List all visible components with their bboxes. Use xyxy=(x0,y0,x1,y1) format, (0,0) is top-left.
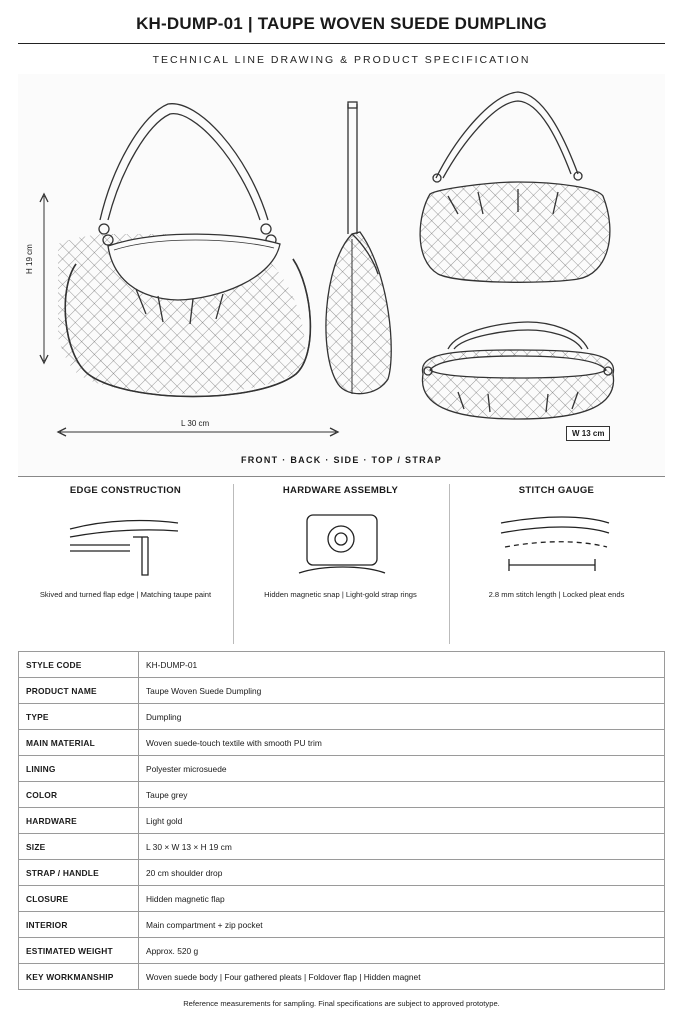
spec-row xyxy=(19,938,665,964)
spec-key: KEY WORKMANSHIP xyxy=(19,964,139,990)
spec-value: 20 cm shoulder drop xyxy=(139,860,665,886)
spec-row xyxy=(19,652,665,678)
spec-key: INTERIOR xyxy=(19,912,139,938)
spec-row xyxy=(19,860,665,886)
spec-value: Polyester microsuede xyxy=(139,756,665,782)
spec-key: PRODUCT NAME xyxy=(19,678,139,704)
front-view xyxy=(40,104,338,436)
technical-drawing xyxy=(18,74,665,476)
spec-key: STRAP / HANDLE xyxy=(19,860,139,886)
spec-row xyxy=(19,964,665,990)
spec-row xyxy=(19,678,665,704)
spec-value: Dumpling xyxy=(139,704,665,730)
detail-stitch-gauge xyxy=(449,481,664,644)
spec-value: Woven suede-touch textile with smooth PU trim xyxy=(139,730,665,756)
page-title: KH-DUMP-01 | TAUPE WOVEN SUEDE DUMPLING xyxy=(136,14,547,33)
footer-note: Reference measurements for sampling. Final specifications are subject to approved prototype. xyxy=(183,999,500,1008)
spec-value: Light gold xyxy=(139,808,665,834)
spec-value: Main compartment + zip pocket xyxy=(139,912,665,938)
spec-key: SIZE xyxy=(19,834,139,860)
spec-key: CLOSURE xyxy=(19,886,139,912)
spec-value: Taupe Woven Suede Dumpling xyxy=(139,678,665,704)
side-view xyxy=(326,102,391,394)
spec-row xyxy=(19,704,665,730)
spec-row xyxy=(19,756,665,782)
detail-hardware-assembly xyxy=(233,481,448,644)
details-top-divider xyxy=(18,476,665,477)
spec-row xyxy=(19,886,665,912)
spec-row xyxy=(19,808,665,834)
detail-title: EDGE CONSTRUCTION xyxy=(69,485,182,496)
spec-row xyxy=(19,834,665,860)
detail-caption: 2.8 mm stitch length | Locked pleat ends xyxy=(488,590,625,599)
spec-key: HARDWARE xyxy=(19,808,139,834)
spec-row xyxy=(19,782,665,808)
length-dimension-label: L 30 cm xyxy=(181,419,210,428)
back-view xyxy=(420,92,610,282)
spec-key: STYLE CODE xyxy=(19,652,139,678)
stitch-gauge-icon xyxy=(449,507,664,587)
spec-row xyxy=(19,730,665,756)
detail-caption: Skived and turned flap edge | Matching taupe paint xyxy=(39,590,212,599)
page-subtitle: TECHNICAL LINE DRAWING & PRODUCT SPECIFICATION xyxy=(152,54,531,66)
title-divider xyxy=(18,43,665,44)
detail-edge-construction xyxy=(18,481,233,644)
spec-row xyxy=(19,912,665,938)
width-dimension-label: W 13 cm xyxy=(566,426,610,441)
detail-title: HARDWARE ASSEMBLY xyxy=(282,485,399,496)
magnetic-snap-icon xyxy=(233,507,448,587)
spec-value: Hidden magnetic flap xyxy=(139,886,665,912)
spec-key: COLOR xyxy=(19,782,139,808)
spec-value: KH-DUMP-01 xyxy=(139,652,665,678)
detail-title: STITCH GAUGE xyxy=(518,485,595,496)
views-caption: FRONT · BACK · SIDE · TOP / STRAP xyxy=(240,455,443,465)
spec-value: Taupe grey xyxy=(139,782,665,808)
top-view xyxy=(422,322,613,419)
spec-key: TYPE xyxy=(19,704,139,730)
spec-key: LINING xyxy=(19,756,139,782)
edge-construction-icon xyxy=(18,507,233,587)
bag-line-drawings xyxy=(18,74,665,476)
specification-table xyxy=(18,651,665,990)
detail-caption: Hidden magnetic snap | Light-gold strap rings xyxy=(264,590,417,599)
spec-key: MAIN MATERIAL xyxy=(19,730,139,756)
spec-value: Approx. 520 g xyxy=(139,938,665,964)
spec-value: Woven suede body | Four gathered pleats | Foldover flap | Hidden magnet xyxy=(139,964,665,990)
spec-value: L 30 × W 13 × H 19 cm xyxy=(139,834,665,860)
spec-key: ESTIMATED WEIGHT xyxy=(19,938,139,964)
height-dimension-label: H 19 cm xyxy=(25,244,34,274)
